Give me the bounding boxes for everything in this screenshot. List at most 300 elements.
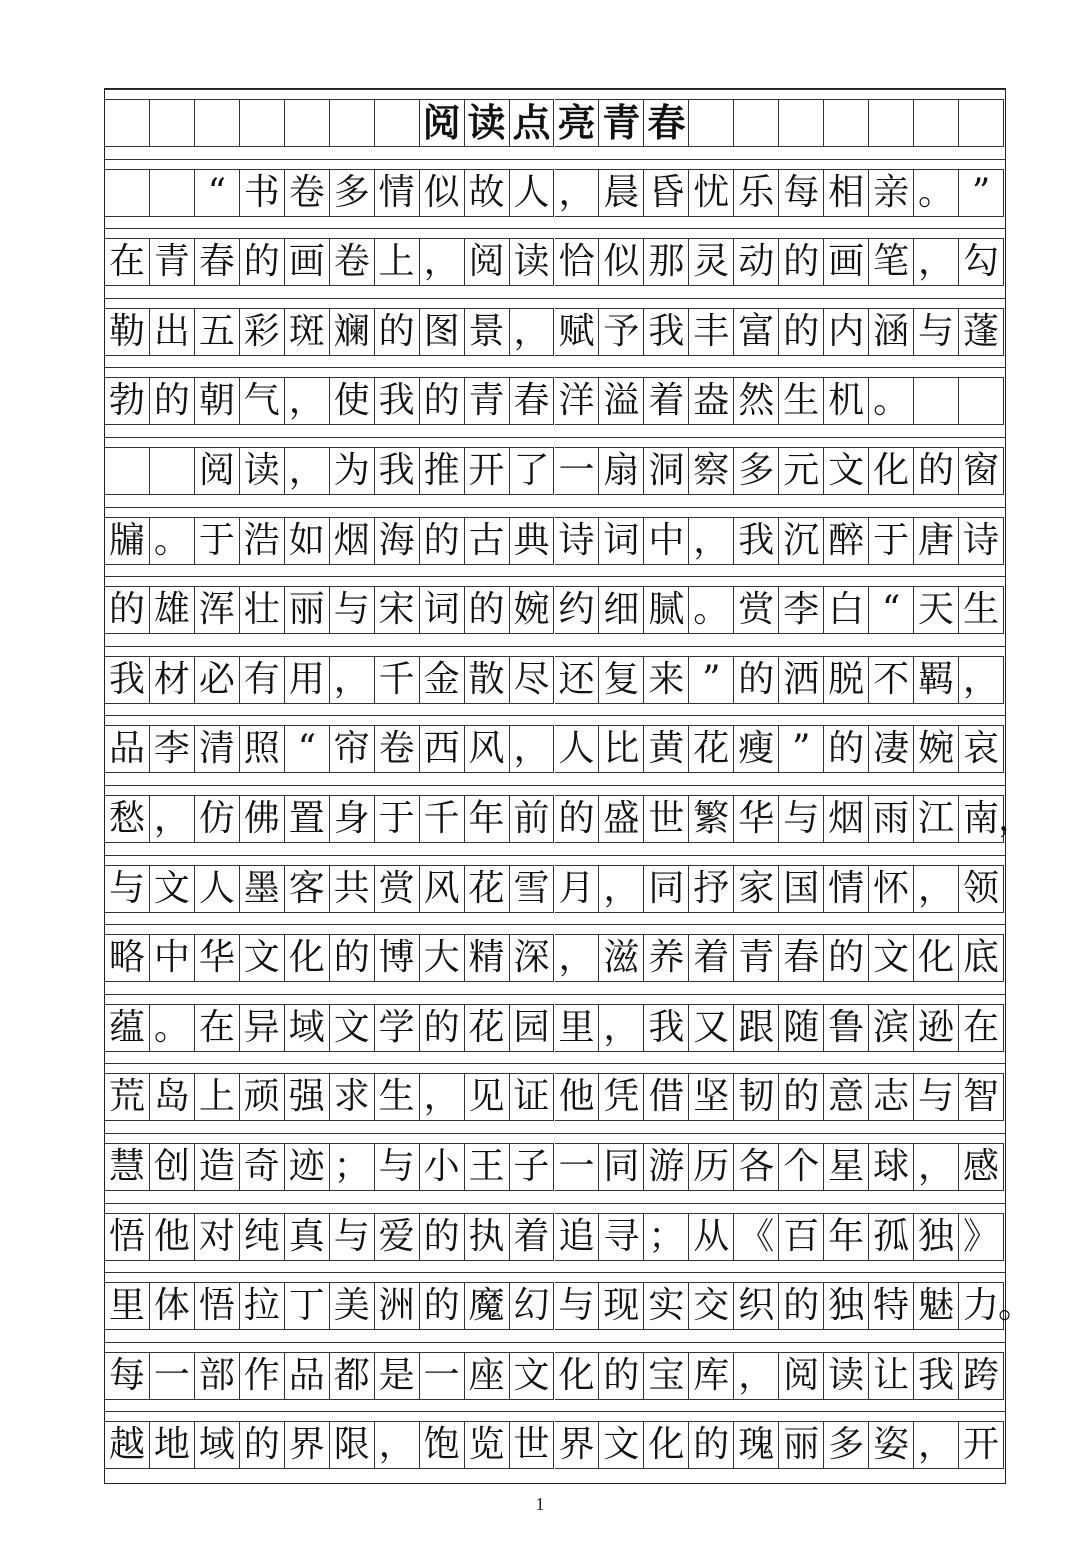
grid-cell: 李 [150,725,195,773]
grid-cell: 球 [869,1143,914,1191]
grid-cell: 共 [330,865,375,913]
grid-cell: 卷 [375,725,420,773]
grid-cell: 文 [510,1352,555,1400]
grid-cell: 家 [734,865,779,913]
grid-cell: 多 [734,447,779,495]
margin-punctuation: ， [998,798,1035,839]
grid-cell: 同 [599,1143,644,1191]
grid-cell: 多 [824,1421,869,1469]
grid-cell: 身 [330,795,375,843]
grid-cell: 世 [510,1421,555,1469]
title-grid-cell: 点 [510,99,555,147]
grid-cell: ， [285,447,330,495]
grid-cell: 造 [195,1143,240,1191]
grid-cell: 国 [779,865,824,913]
grid-cell: 牖 [105,517,150,565]
grid-cell: 化 [285,934,330,982]
grid-cell: 学 [375,1004,420,1052]
grid-cell: 雄 [150,586,195,634]
grid-gap-line [105,715,1005,716]
grid-cell: 了 [510,447,555,495]
grid-cell: 借 [644,1073,689,1121]
grid-cell: 扇 [599,447,644,495]
title-grid-cell [195,99,240,147]
grid-cell: 溢 [599,377,644,425]
grid-cell: 月 [555,865,600,913]
grid-cell: 青 [734,934,779,982]
grid-cell: 帘 [330,725,375,773]
grid-cell: 腻 [644,586,689,634]
grid-cell: 斑 [285,308,330,356]
grid-cell: 似 [420,169,465,217]
grid-gap-line [105,159,1005,160]
grid-cell: 春 [510,377,555,425]
grid-cell: 人 [195,865,240,913]
grid-cell: 沉 [779,517,824,565]
title-grid-cell [914,99,959,147]
grid-cell: 博 [375,934,420,982]
title-grid-cell [240,99,285,147]
grid-cell: ， [599,1004,644,1052]
grid-cell: ” [689,656,734,704]
grid-gap-line [105,437,1005,438]
grid-cell: 生 [375,1073,420,1121]
grid-cell: 的 [734,656,779,704]
grid-cell: 的 [914,447,959,495]
grid-cell: 在 [105,238,150,286]
grid-cell: 人 [510,169,555,217]
grid-cell: ； [330,1143,375,1191]
grid-gap-line [105,785,1005,786]
grid-cell: 品 [285,1352,330,1400]
grid-cell: 人 [555,725,600,773]
grid-cell: 壮 [240,586,285,634]
grid-cell: 卷 [285,169,330,217]
grid-cell: 金 [420,656,465,704]
grid-cell: 孤 [869,1213,914,1261]
grid-cell: 置 [285,795,330,843]
grid-cell: 丁 [285,1282,330,1330]
title-grid-cell [689,99,734,147]
grid-cell: 追 [555,1213,600,1261]
grid-cell: 年 [824,1213,869,1261]
grid-cell: 愁 [105,795,150,843]
grid-cell: 在 [195,1004,240,1052]
grid-cell: 晨 [599,169,644,217]
grid-cell: 生 [959,586,1004,634]
grid-cell: 然 [734,377,779,425]
grid-cell: 年 [465,795,510,843]
grid-cell: 的 [330,934,375,982]
grid-cell: 于 [869,517,914,565]
grid-cell: 文 [240,934,285,982]
grid-cell: 清 [195,725,240,773]
grid-cell: 又 [689,1004,734,1052]
grid-cell: 跟 [734,1004,779,1052]
grid-cell: ” [959,169,1004,217]
grid-cell: 化 [644,1421,689,1469]
grid-cell: 寻 [599,1213,644,1261]
grid-cell: 开 [959,1421,1004,1469]
title-grid-cell: 春 [644,99,689,147]
grid-cell: 丽 [285,586,330,634]
grid-cell: 化 [555,1352,600,1400]
grid-cell: 盎 [689,377,734,425]
grid-cell: ， [959,656,1004,704]
grid-cell: 读 [824,1352,869,1400]
grid-cell: 青 [150,238,195,286]
grid-cell [914,377,959,425]
grid-cell: 的 [375,308,420,356]
grid-cell: 蓬 [959,308,1004,356]
title-grid-cell [150,99,195,147]
grid-cell: ， [330,656,375,704]
grid-cell: 岛 [150,1073,195,1121]
grid-cell: 灵 [689,238,734,286]
grid-cell: 中 [150,934,195,982]
grid-cell: 丽 [779,1421,824,1469]
grid-cell: 一 [420,1352,465,1400]
grid-cell: 滋 [599,934,644,982]
grid-cell: 凄 [869,725,914,773]
grid-cell: 》 [959,1213,1004,1261]
grid-cell: 用 [285,656,330,704]
grid-cell: 典 [510,517,555,565]
grid-cell: 似 [599,238,644,286]
grid-cell: 着 [510,1213,555,1261]
grid-cell: 底 [959,934,1004,982]
grid-cell: 客 [285,865,330,913]
grid-cell: 域 [195,1421,240,1469]
grid-cell: 婉 [510,586,555,634]
grid-cell: ， [914,865,959,913]
grid-cell: 凭 [599,1073,644,1121]
grid-cell [105,169,150,217]
grid-cell: 韧 [734,1073,779,1121]
grid-cell: 洲 [375,1282,420,1330]
grid-cell: 盛 [599,795,644,843]
grid-cell: 一 [150,1352,195,1400]
grid-cell: 。 [150,517,195,565]
grid-cell: 养 [644,934,689,982]
grid-gap-line [105,924,1005,925]
grid-cell: 细 [599,586,644,634]
grid-cell: 古 [465,517,510,565]
grid-cell: 一 [555,447,600,495]
grid-gap-line [105,89,1005,90]
grid-cell: 于 [195,517,240,565]
grid-cell: 的 [420,517,465,565]
grid-cell: 大 [420,934,465,982]
grid-gap-line [105,298,1005,299]
grid-cell: 界 [285,1421,330,1469]
grid-cell: 亲 [869,169,914,217]
grid-cell [959,377,1004,425]
grid-cell: 随 [779,1004,824,1052]
grid-cell: 必 [195,656,240,704]
essay-grid-sheet [104,88,1035,1484]
grid-cell: 气 [240,377,285,425]
grid-cell: 的 [420,1213,465,1261]
grid-cell: 。 [869,377,914,425]
grid-cell: 在 [959,1004,1004,1052]
grid-cell: 越 [105,1421,150,1469]
grid-cell: 力 [959,1282,1004,1330]
title-grid-cell: 读 [465,99,510,147]
grid-cell: 来 [644,656,689,704]
grid-cell: 还 [555,656,600,704]
grid-cell: 白 [824,586,869,634]
title-grid-cell: 亮 [555,99,600,147]
grid-cell: 读 [240,447,285,495]
grid-cell: 那 [644,238,689,286]
grid-cell: 花 [465,1004,510,1052]
grid-cell: ， [510,308,555,356]
grid-cell: 我 [375,377,420,425]
grid-cell: 体 [150,1282,195,1330]
grid-cell: 宝 [644,1352,689,1400]
grid-cell: 的 [824,934,869,982]
grid-gap-line [105,1272,1005,1273]
grid-cell: 证 [510,1073,555,1121]
grid-cell: 生 [779,377,824,425]
grid-cell: 烟 [824,795,869,843]
title-grid-cell: 阅 [420,99,465,147]
grid-cell: 交 [689,1282,734,1330]
grid-cell: 作 [240,1352,285,1400]
grid-cell: 前 [510,795,555,843]
grid-cell: 智 [959,1073,1004,1121]
grid-cell: 朝 [195,377,240,425]
grid-cell: 特 [869,1282,914,1330]
grid-cell: 浩 [240,517,285,565]
grid-cell: 乐 [734,169,779,217]
grid-cell: 相 [824,169,869,217]
grid-cell: 中 [644,517,689,565]
title-grid-cell [959,99,1004,147]
title-grid-cell [330,99,375,147]
grid-cell: 于 [375,795,420,843]
grid-cell: ， [914,1421,959,1469]
grid-cell: 丰 [689,308,734,356]
grid-cell: ， [555,934,600,982]
grid-cell: 略 [105,934,150,982]
grid-cell: 蕴 [105,1004,150,1052]
grid-cell: 同 [644,865,689,913]
grid-cell: ， [914,1143,959,1191]
title-grid-cell [285,99,330,147]
title-grid-cell [869,99,914,147]
grid-cell: 星 [824,1143,869,1191]
grid-cell: 恰 [555,238,600,286]
grid-cell: 瘦 [734,725,779,773]
grid-cell: 《 [734,1213,779,1261]
grid-cell: 雨 [869,795,914,843]
grid-cell: 异 [240,1004,285,1052]
grid-cell: 羁 [914,656,959,704]
grid-cell: 花 [689,725,734,773]
grid-cell: 与 [330,1213,375,1261]
grid-cell: 美 [330,1282,375,1330]
grid-cell: 地 [150,1421,195,1469]
title-grid-cell [824,99,869,147]
grid-gap-line [105,576,1005,577]
grid-cell: ， [510,725,555,773]
grid-cell: 与 [105,865,150,913]
grid-cell: 纯 [240,1213,285,1261]
grid-cell: 故 [465,169,510,217]
grid-cell: 的 [779,238,824,286]
grid-cell: 的 [824,725,869,773]
grid-cell: 的 [240,1421,285,1469]
grid-cell: 的 [779,1073,824,1121]
grid-cell: 从 [689,1213,734,1261]
grid-cell: 仿 [195,795,240,843]
grid-cell: “ [195,169,240,217]
grid-cell: 部 [195,1352,240,1400]
grid-cell: 座 [465,1352,510,1400]
grid-cell: 魅 [914,1282,959,1330]
grid-cell: 各 [734,1143,779,1191]
grid-cell: ， [914,238,959,286]
grid-cell: 洞 [644,447,689,495]
grid-cell: 的 [105,586,150,634]
grid-cell: 园 [510,1004,555,1052]
grid-cell: 滨 [869,1004,914,1052]
grid-cell: 都 [330,1352,375,1400]
grid-cell: 饱 [420,1421,465,1469]
grid-cell: 江 [914,795,959,843]
grid-cell: 婉 [914,725,959,773]
grid-cell: 洒 [779,656,824,704]
grid-cell: 爱 [375,1213,420,1261]
grid-cell: 深 [510,934,555,982]
grid-cell: 内 [824,308,869,356]
grid-cell: 察 [689,447,734,495]
grid-cell: 海 [375,517,420,565]
grid-cell: 的 [689,1421,734,1469]
grid-cell: 抒 [689,865,734,913]
grid-cell: 与 [555,1282,600,1330]
grid-cell: 景 [465,308,510,356]
grid-cell: ， [689,517,734,565]
grid-cell: 昏 [644,169,689,217]
grid-cell: 世 [644,795,689,843]
grid-cell: 强 [285,1073,330,1121]
grid-cell [150,169,195,217]
grid-cell: 窗 [959,447,1004,495]
grid-cell: 烟 [330,517,375,565]
grid-cell: 宋 [375,586,420,634]
grid-cell: 品 [105,725,150,773]
grid-cell: 书 [240,169,285,217]
grid-cell: 着 [689,934,734,982]
grid-cell: 春 [195,238,240,286]
grid-cell: 脱 [824,656,869,704]
grid-cell: 勾 [959,238,1004,286]
grid-cell: 意 [824,1073,869,1121]
grid-cell: 与 [375,1143,420,1191]
grid-cell [150,447,195,495]
grid-cell: 照 [240,725,285,773]
grid-cell: 独 [824,1282,869,1330]
grid-cell: 的 [779,308,824,356]
grid-gap-line [105,855,1005,856]
grid-cell: 。 [689,586,734,634]
grid-cell: 开 [465,447,510,495]
grid-cell: “ [285,725,330,773]
grid-cell: 对 [195,1213,240,1261]
grid-cell: 着 [644,377,689,425]
grid-cell: 的 [240,238,285,286]
grid-cell: 词 [599,517,644,565]
grid-cell: 忧 [689,169,734,217]
grid-cell: 库 [689,1352,734,1400]
grid-cell: 里 [105,1282,150,1330]
grid-cell: 与 [330,586,375,634]
grid-gap-line [105,507,1005,508]
grid-cell: 千 [420,795,465,843]
grid-cell: 实 [644,1282,689,1330]
grid-cell: 花 [465,865,510,913]
grid-cell: 读 [510,238,555,286]
grid-cell: 诗 [555,517,600,565]
grid-cell: ” [779,725,824,773]
grid-cell: 浑 [195,586,240,634]
grid-cell: 与 [779,795,824,843]
grid-cell: 南 [959,795,1004,843]
grid-cell: 风 [465,725,510,773]
grid-cell: 西 [420,725,465,773]
grid-cell: 千 [375,656,420,704]
grid-cell: ， [375,1421,420,1469]
grid-cell: 王 [465,1143,510,1191]
grid-cell: 佛 [240,795,285,843]
grid-cell: 动 [734,238,779,286]
grid-cell: 瑰 [734,1421,779,1469]
grid-cell: 雪 [510,865,555,913]
grid-cell: 词 [420,586,465,634]
grid-cell: 予 [599,308,644,356]
grid-cell: 勃 [105,377,150,425]
grid-cell: 约 [555,586,600,634]
grid-cell: 诗 [959,517,1004,565]
grid-cell: 上 [195,1073,240,1121]
grid-cell: 与 [914,308,959,356]
grid-cell: 幻 [510,1282,555,1330]
grid-cell: 里 [555,1004,600,1052]
grid-cell: 他 [150,1213,195,1261]
grid-cell: 的 [420,1004,465,1052]
grid-cell: 。 [150,1004,195,1052]
grid-gap-line [105,1063,1005,1064]
grid-cell: 精 [465,934,510,982]
grid-cell: 是 [375,1352,420,1400]
grid-cell: 春 [779,934,824,982]
grid-cell: 拉 [240,1282,285,1330]
grid-cell: 界 [555,1421,600,1469]
grid-cell: 见 [465,1073,510,1121]
grid-cell: 彩 [240,308,285,356]
grid-cell: 勒 [105,308,150,356]
grid-cell: 青 [465,377,510,425]
grid-cell: 如 [285,517,330,565]
grid-cell: 使 [330,377,375,425]
grid-cell: ， [555,169,600,217]
grid-cell: 真 [285,1213,330,1261]
grid-cell: 上 [375,238,420,286]
grid-cell [105,447,150,495]
